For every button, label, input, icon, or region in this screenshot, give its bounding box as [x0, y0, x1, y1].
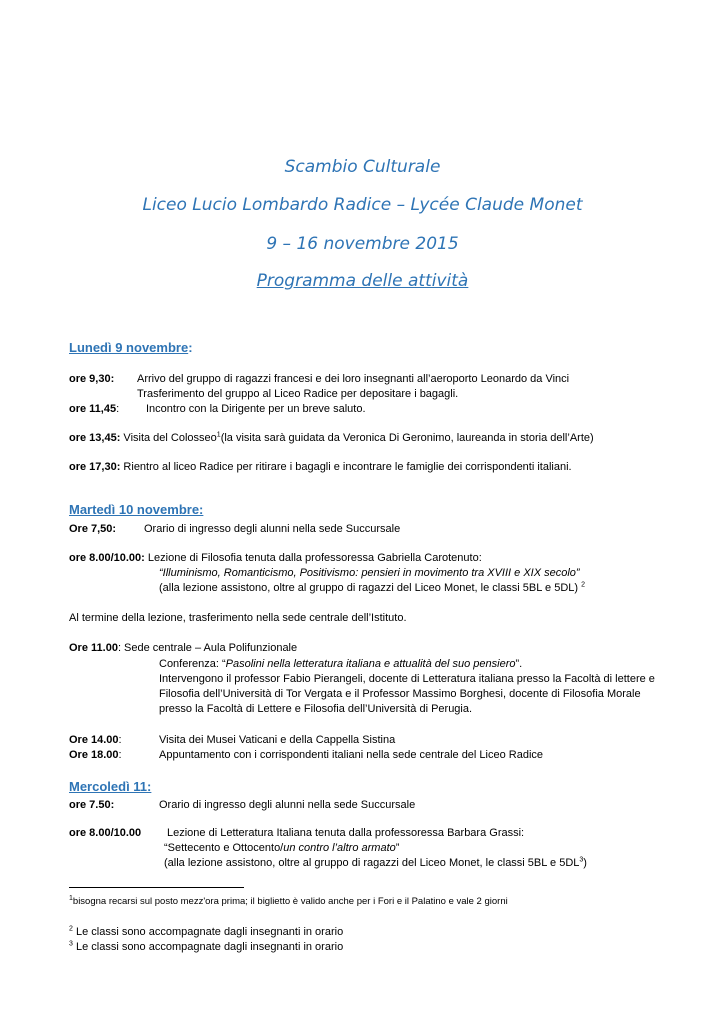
transfer-note: Al termine della lezione, trasferimento nella sede centrale dell’Istituto. — [69, 612, 407, 624]
event-time: ore 11,45: — [69, 403, 120, 415]
event-line: ore 17,30: Rientro al liceo Radice per ritirare i bagagli e incontrare le famiglie dei corrispondenti italiani. — [69, 461, 572, 473]
lecture-title: “Settecento e Ottocento/un contro l’altro armato” — [164, 842, 400, 854]
conference-speakers: presso la Facoltà di Lettere e Filosofia dell’Università di Perugia. — [159, 703, 473, 715]
day-colon: : — [188, 340, 193, 355]
event-text: Orario di ingresso degli alunni nella sede Succursale — [159, 799, 416, 811]
day-heading-monday — [69, 340, 193, 356]
footnote-3: $^3$ Le classi sono accompagnate dagli insegnanti in orario — [69, 940, 344, 953]
event-text: Incontro con la Dirigente per un breve saluto. — [146, 403, 366, 415]
lecture-note: (alla lezione assistono, oltre al gruppo di ragazzi del Liceo Monet, le classi 5BL e $5DL^3$) — [164, 856, 587, 869]
event-time: ore 7.50: — [69, 799, 115, 811]
footnote-1: $^1$bisogna recarsi sul posto mezz'ora prima; il biglietto è valido anche per i Fori e il Palatino e vale 2 giorni — [69, 894, 508, 907]
event-text: Lezione di Letteratura Italiana tenuta dalla professoressa Barbara Grassi: — [167, 827, 525, 839]
event-text: Visita dei Musei Vaticani e della Cappella Sistina — [159, 734, 396, 746]
conference-speakers: Intervengono il professor Fabio Pierangeli, docente di Letteratura italiana presso la Facoltà di lettere e — [159, 673, 655, 685]
event-text: Appuntamento con i corrispondenti italiani nella sede centrale del Liceo Radice — [159, 749, 544, 761]
lecture-title: “Illuminismo, Romanticismo, Positivismo: pensieri in movimento tra XVIII e XIX secolo” — [159, 567, 580, 579]
lecture-note: (alla lezione assistono, oltre al gruppo di ragazzi del Liceo Monet, le classi 5BL e 5DL) $^2$ — [159, 581, 586, 594]
event-time: Ore 7,50: — [69, 523, 117, 535]
event-time: Ore 14.00: — [69, 734, 122, 746]
title-exchange: Scambio Culturale — [284, 157, 441, 177]
title-schools: Liceo Lucio Lombardo Radice – Lycée Claude Monet — [142, 195, 583, 215]
event-line: ore 8.00/10.00: Lezione di Filosofia tenuta dalla professoressa Gabriella Carotenuto: — [69, 552, 482, 564]
title-program: Programma delle attività — [256, 271, 469, 291]
day-heading-wednesday: Mercoledì 11: — [69, 779, 152, 794]
conference-title: Conferenza: “Pasolini nella letteratura italiana e attualità del suo pensiero”. — [159, 658, 523, 670]
conference-speakers: Filosofia dell’Università di Tor Vergata e il Professor Massimo Borghesi, docente di Filosofia Morale — [159, 688, 641, 700]
title-dates: 9 – 16 novembre 2015 — [266, 234, 459, 254]
event-line: Ore 11.00: Sede centrale – Aula Polifunzionale — [69, 642, 298, 654]
event-text: Arrivo del gruppo di ragazzi francesi e dei loro insegnanti all’aeroporto Leonardo da Vinci — [137, 373, 570, 385]
event-time: ore 9,30: — [69, 373, 115, 385]
event-line: ore 13,45: Visita del Colosseo$^1$(la visita sarà guidata da Veronica Di Geronimo, laureanda in storia dell’Arte) — [69, 431, 594, 444]
footnote-2: $^2$ Le classi sono accompagnate dagli insegnanti in orario — [69, 925, 344, 938]
day-heading-tuesday: Martedì 10 novembre: — [69, 502, 204, 517]
footnote-separator — [69, 887, 244, 888]
event-text: Orario di ingresso degli alunni nella sede Succursale — [144, 523, 401, 535]
event-time: Ore 18.00: — [69, 749, 122, 761]
event-time: ore 8.00/10.00 — [69, 827, 142, 839]
event-text: Trasferimento del gruppo al Liceo Radice per depositare i bagagli. — [137, 388, 459, 400]
day-label: Lunedì 9 novembre — [69, 340, 189, 355]
